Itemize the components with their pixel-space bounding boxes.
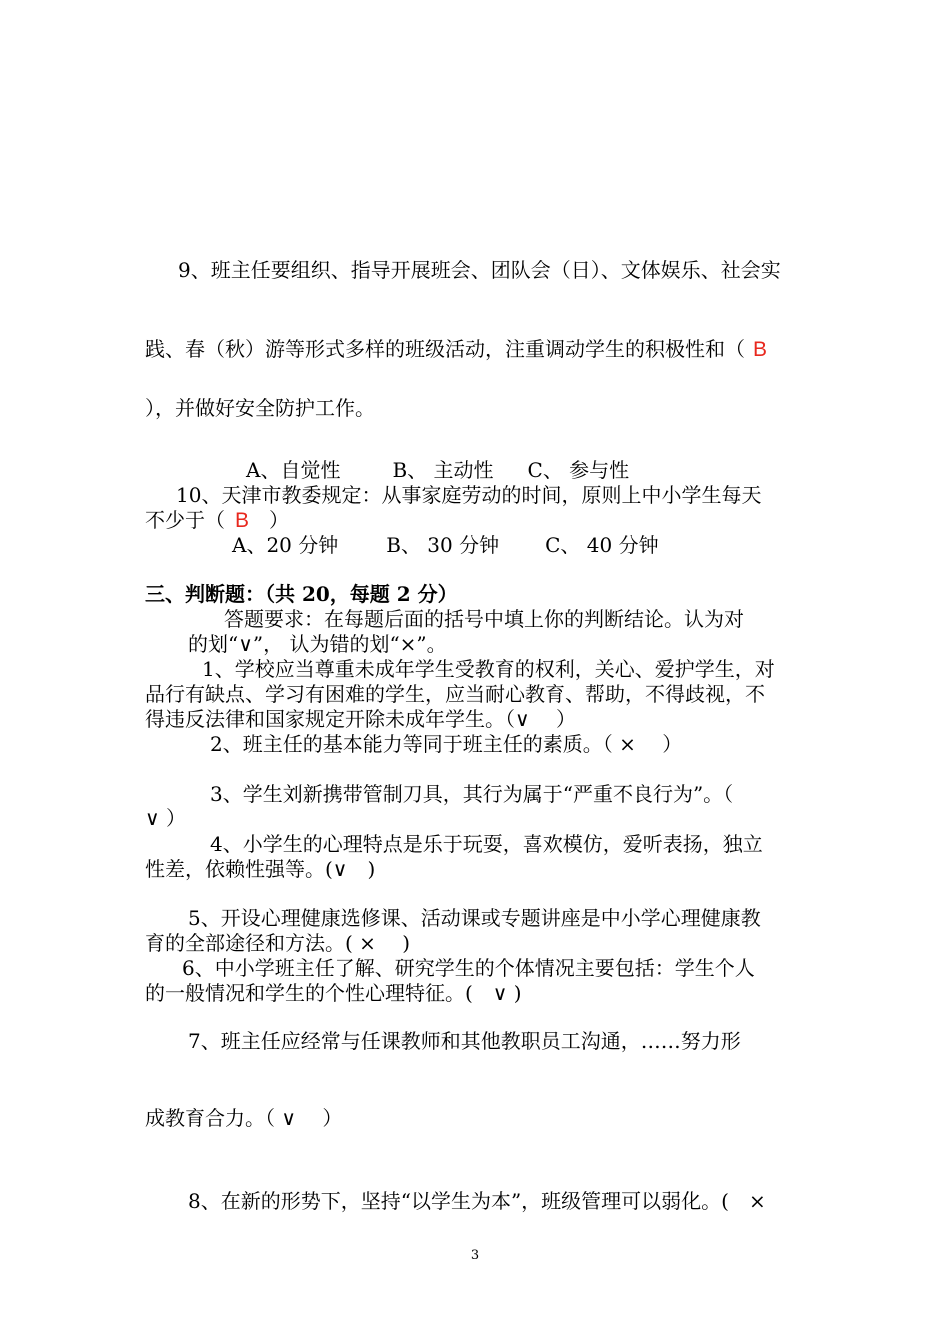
- answer-requirement-line-1: 答题要求：在每题后面的括号中填上你的判断结论。认为对: [224, 607, 744, 631]
- item-5-line-2: 育的全部途径和方法。( × ): [145, 931, 411, 955]
- item-7-line-2: 成教育合力。（ ∨ ）: [145, 1106, 343, 1130]
- item-6-line-2: 的一般情况和学生的个性心理特征。( ∨ ): [145, 981, 522, 1005]
- item-3-line-1: 3、学生刘新携带管制刀具，其行为属于“严重不良行为”。（: [210, 782, 734, 806]
- item-2: 2、班主任的基本能力等同于班主任的素质。（ × ）: [210, 732, 683, 756]
- q10-option-a: A、20 分钟: [232, 533, 339, 557]
- item-4-line-1: 4、小学生的心理特点是乐于玩耍，喜欢模仿，爱听表扬，独立: [210, 832, 763, 856]
- q9-option-b: B、 主动性: [392, 458, 494, 482]
- q10-options: [232, 533, 897, 558]
- q10-answer: B: [235, 509, 250, 532]
- page-number: 3: [470, 1248, 480, 1263]
- section-3-title: 三、判断题：（共 20，每题 2 分）: [145, 582, 458, 606]
- q10-option-c: C、 40 分钟: [545, 533, 659, 557]
- item-6-line-1: 6、中小学班主任了解、研究学生的个体情况主要包括：学生个人: [182, 956, 755, 980]
- item-5-line-1: 5、开设心理健康选修课、活动课或专题讲座是中小学心理健康教: [188, 906, 761, 930]
- q9-options: [246, 458, 911, 483]
- answer-requirement-line-2: 的划“∨”， 认为错的划“×”。: [188, 632, 447, 656]
- q9-option-c: C、 参与性: [527, 458, 630, 482]
- q10-line-1: 10、天津市教委规定：从事家庭劳动的时间，原则上中小学生每天: [176, 483, 762, 507]
- item-8-line-1: 8、在新的形势下，坚持“以学生为本”，班级管理可以弱化。( ×: [188, 1189, 766, 1213]
- q9-line-1: 9、班主任要组织、指导开展班会、团队会（日）、文体娱乐、社会实: [178, 258, 781, 282]
- q10-option-b: B、 30 分钟: [386, 533, 500, 557]
- item-3-line-2: ∨ ）: [145, 806, 186, 830]
- item-7-line-1: 7、班主任应经常与任课教师和其他教职员工沟通，……努力形: [188, 1029, 741, 1053]
- q10-line-2-pre: 不少于（: [145, 508, 225, 532]
- q9-line-2: [145, 337, 810, 362]
- item-1-line-2: 品行有缺点、学习有困难的学生，应当耐心教育、帮助，不得歧视，不: [145, 682, 765, 706]
- item-1-line-1: 1、学校应当尊重未成年学生受教育的权利，关心、爱护学生，对: [202, 657, 775, 681]
- q10-line-2: [145, 508, 810, 533]
- item-1-line-3: 得违反法律和国家规定开除未成年学生。（∨ ）: [145, 707, 576, 731]
- q10-line-2-post: ）: [269, 508, 290, 532]
- q9-answer: B: [753, 338, 768, 361]
- q9-line-2-text: 践、春（秋）游等形式多样的班级活动，注重调动学生的积极性和（: [145, 337, 745, 361]
- item-4-line-2: 性差，依赖性强等。(∨ ): [145, 857, 376, 881]
- q9-line-3: ），并做好安全防护工作。: [145, 396, 375, 420]
- q9-option-a: A、自觉性: [246, 458, 341, 482]
